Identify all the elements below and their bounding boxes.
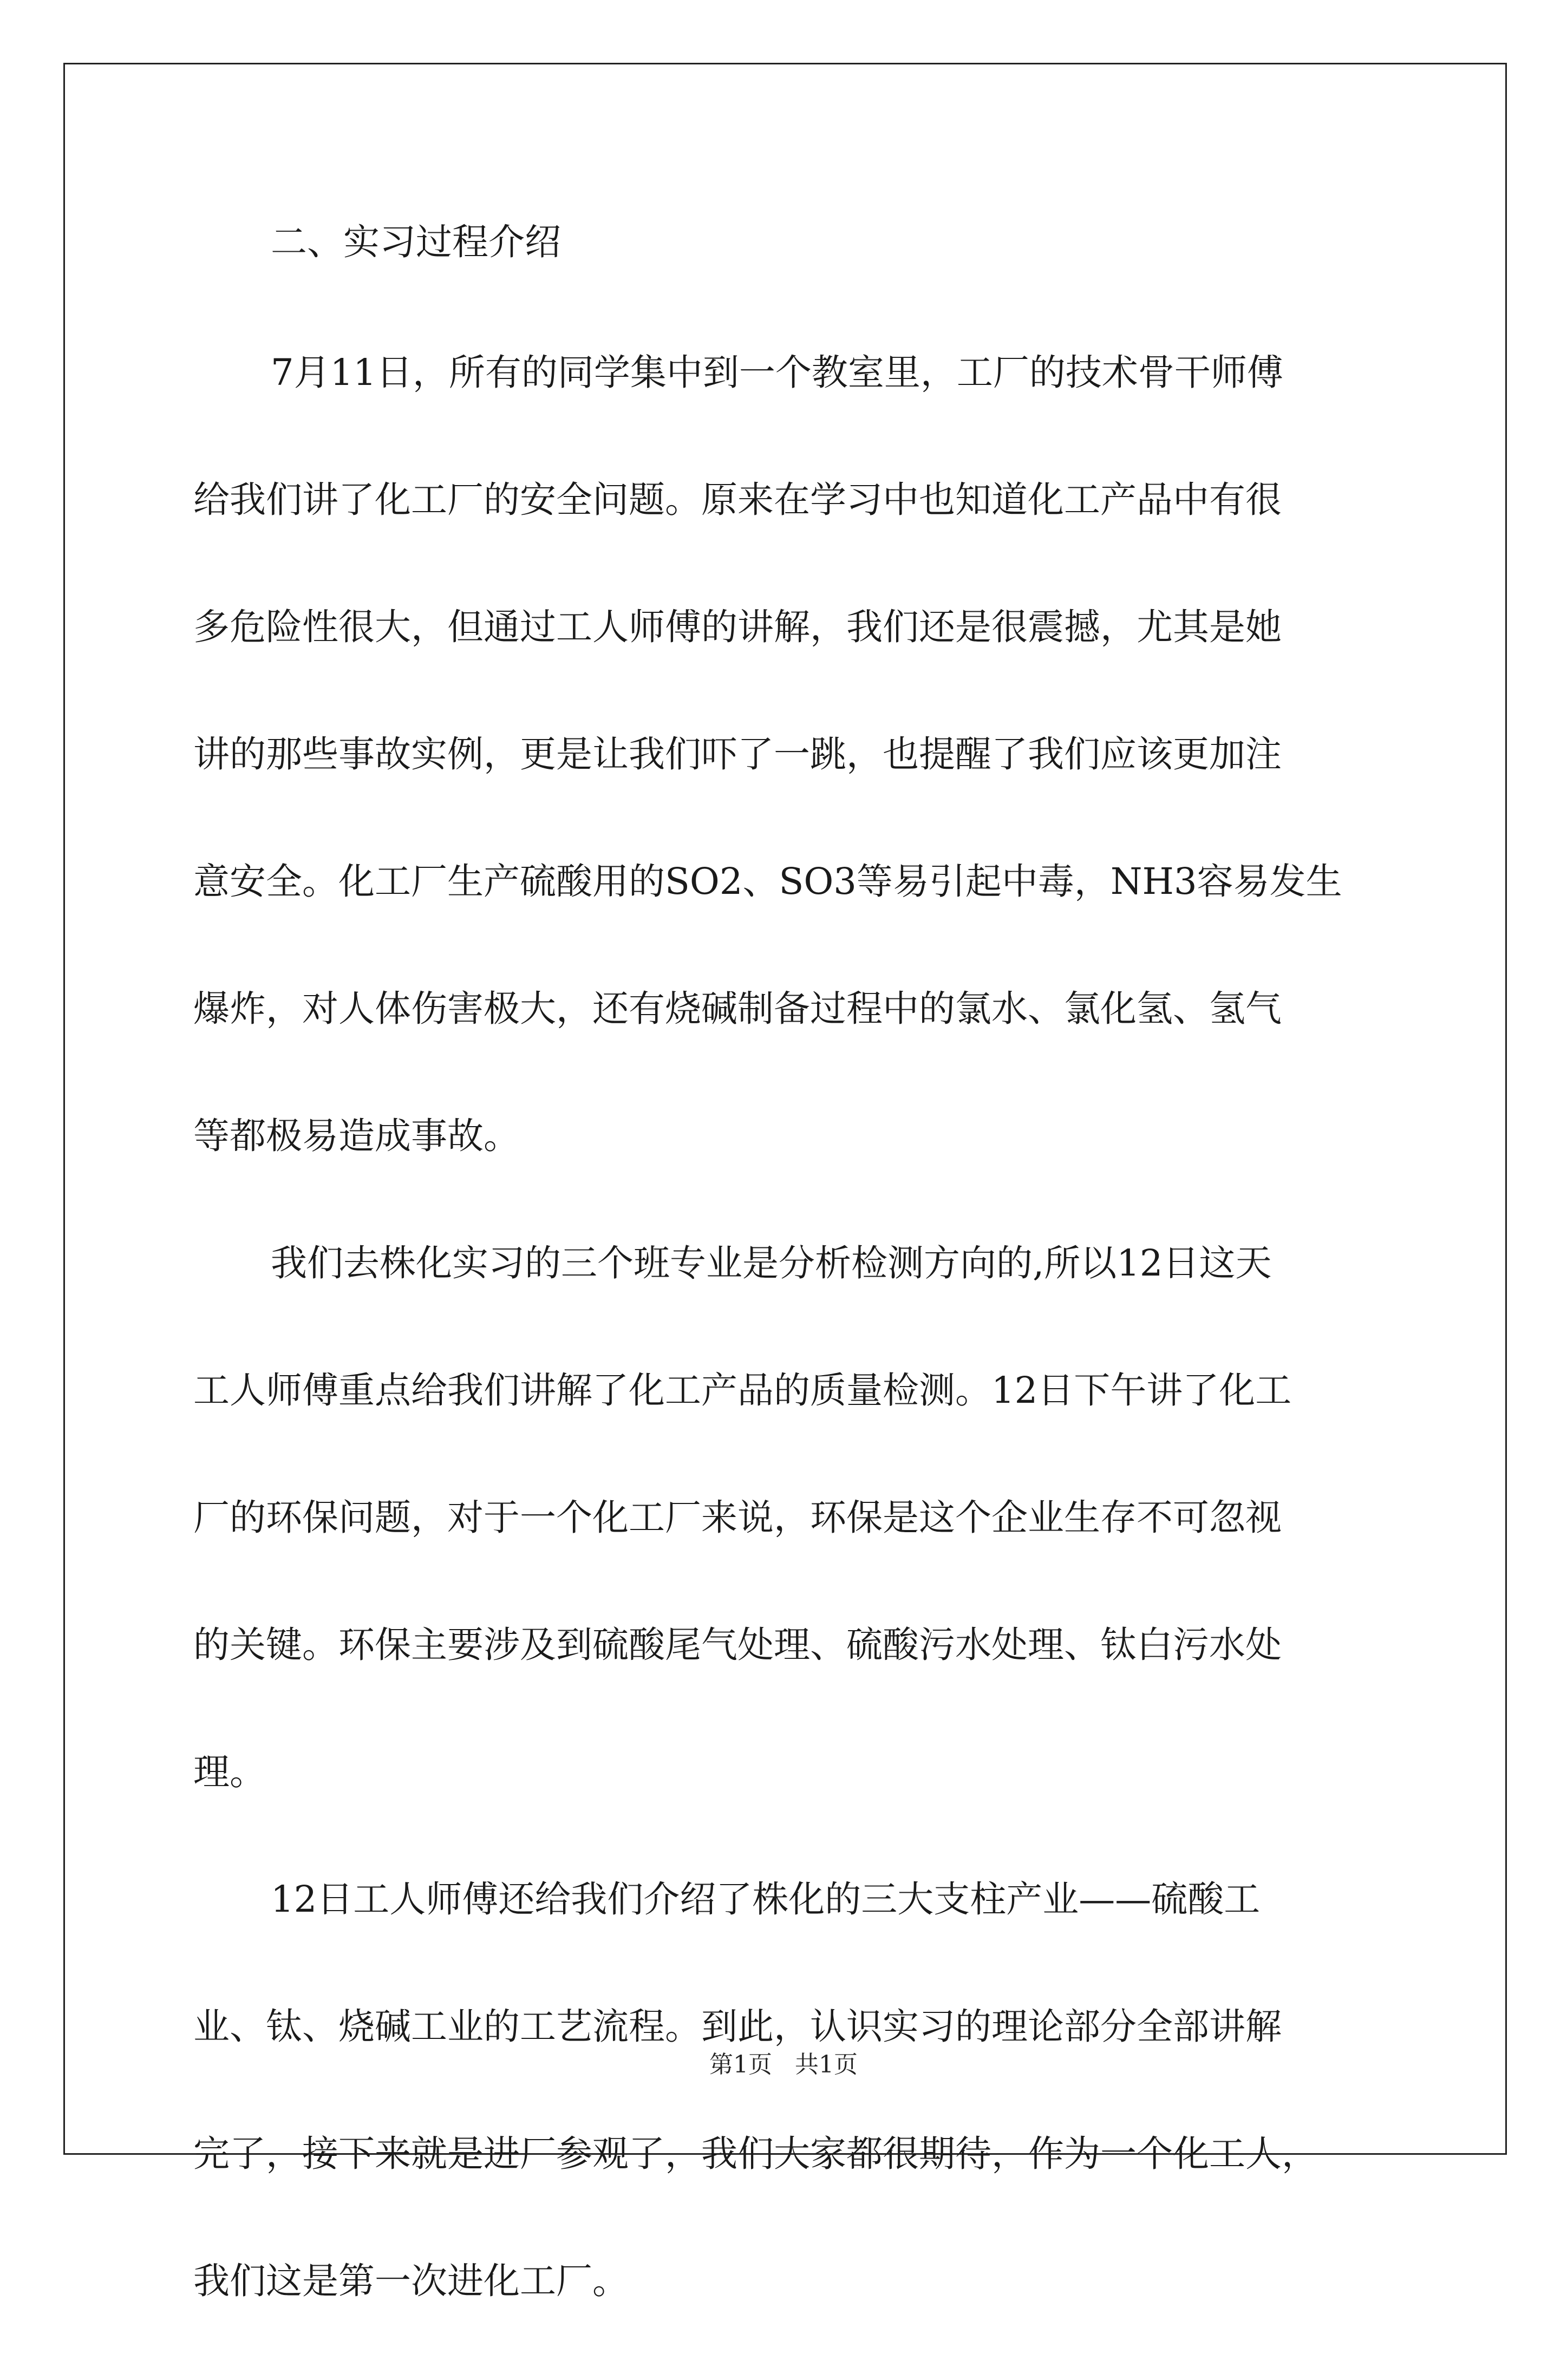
paragraph-line: 我们这是第一次进化工厂。	[193, 2260, 629, 2302]
paragraph-1	[193, 344, 1385, 1235]
paragraph-line: 爆炸，对人体伤害极大，还有烧碱制备过程中的氯水、氯化氢、氢气	[193, 988, 1282, 1030]
paragraph-line: 讲的那些事故实例，更是让我们吓了一跳，也提醒了我们应该更加注	[193, 733, 1282, 775]
paragraph-line: 12日工人师傅还给我们介绍了株化的三大支柱产业——硫酸工	[271, 1878, 1261, 1920]
paragraph-line: 7月11日，所有的同学集中到一个教室里，工厂的技术骨干师傅	[271, 351, 1283, 394]
paragraph-line: 理。	[193, 1751, 266, 1793]
page-footer	[0, 2049, 1567, 2081]
section-heading: 二、实习过程介绍	[271, 221, 561, 263]
paragraph-line: 完了，接下来就是进厂参观了，我们大家都很期待，作为一个化工人，	[193, 2133, 1318, 2175]
page-count: 共1页	[794, 2051, 858, 2078]
paragraph-line: 等都极易造成事故。	[193, 1115, 520, 1157]
paragraph-line: 多危险性很大，但通过工人师傅的讲解，我们还是很震撼，尤其是她	[193, 606, 1282, 648]
paragraph-line: 工人师傅重点给我们讲解了化工产品的质量检测。12日下午讲了化工	[193, 1369, 1292, 1411]
page-number: 第1页	[709, 2051, 773, 2078]
paragraph-line: 给我们讲了化工厂的安全问题。原来在学习中也知道化工产品中有很	[193, 479, 1282, 521]
paragraph-line: 意安全。化工厂生产硫酸用的SO2、SO3等易引起中毒，NH3容易发生	[193, 860, 1342, 903]
paragraph-2	[193, 1235, 1385, 1871]
paragraph-line: 厂的环保问题，对于一个化工厂来说，环保是这个企业生存不可忽视	[193, 1496, 1282, 1539]
paragraph-line: 业、钛、烧碱工业的工艺流程。到此，认识实习的理论部分全部讲解	[193, 2005, 1282, 2048]
paragraph-line: 我们去株化实习的三个班专业是分析检测方向的,所以12日这天	[271, 1242, 1272, 1284]
paragraph-3	[193, 1871, 1385, 2380]
paragraph-line: 的关键。环保主要涉及到硫酸尾气处理、硫酸污水处理、钛白污水处	[193, 1624, 1282, 1666]
